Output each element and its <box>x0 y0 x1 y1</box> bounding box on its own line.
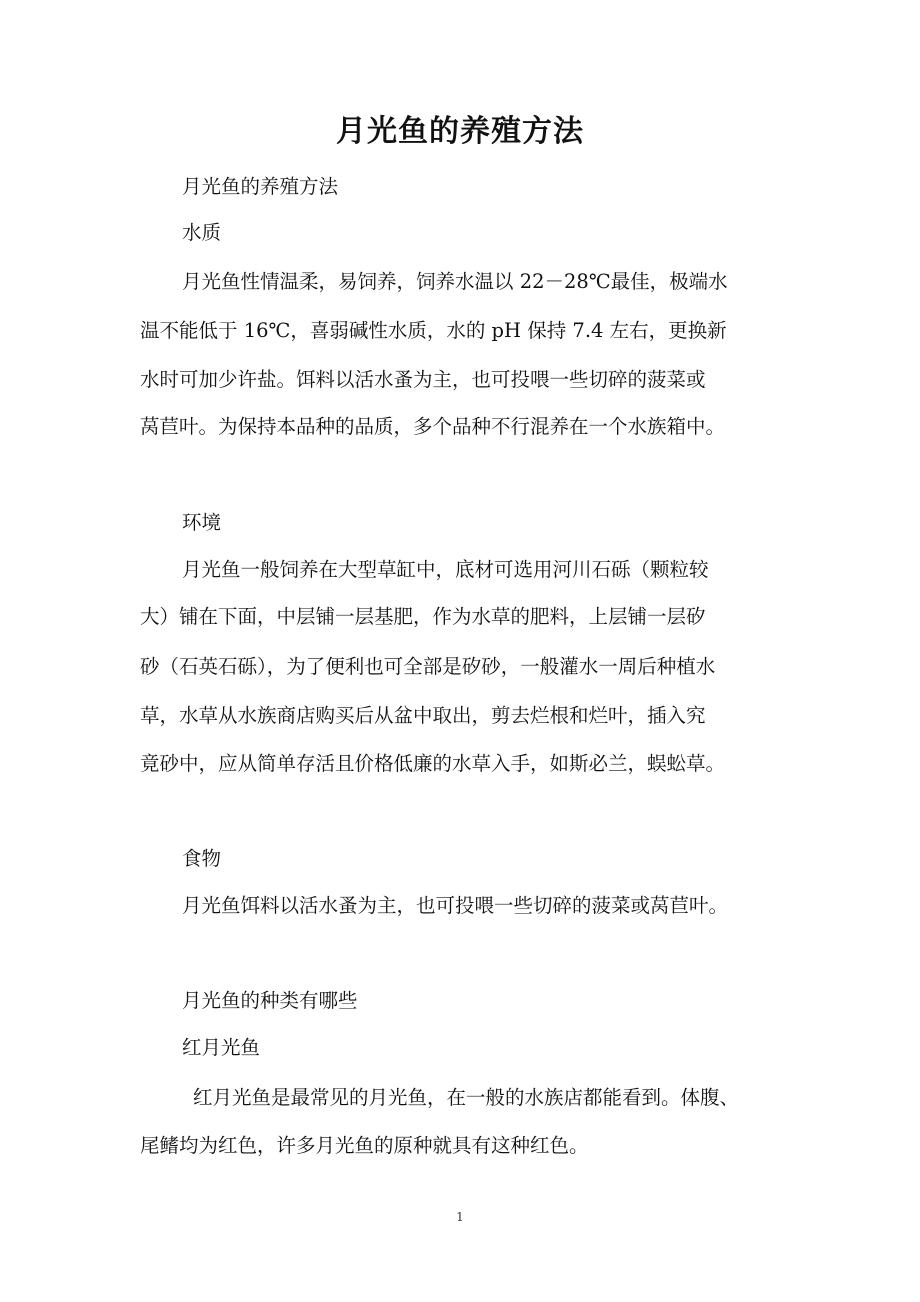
paragraph-line: 月光鱼饵料以活水蚤为主，也可投喂一些切碎的菠菜或莴苣叶。 <box>182 894 729 917</box>
paragraph-line: 温不能低于 16℃，喜弱碱性水质，水的 pH 保持 7.4 左右，更换新 <box>140 319 727 342</box>
paragraph-line: 大）铺在下面，中层铺一层基肥，作为水草的肥料，上层铺一层矽 <box>140 605 706 628</box>
paragraph-line: 水时可加少许盐。饵料以活水蚤为主，也可投喂一些切碎的菠菜或 <box>140 368 706 391</box>
paragraph-line: 红月光鱼是最常见的月光鱼，在一般的水族店都能看到。体腹、 <box>193 1086 740 1109</box>
section-heading-varieties: 月光鱼的种类有哪些 <box>182 989 358 1012</box>
paragraph-line: 草，水草从水族商店购买后从盆中取出，剪去烂根和烂叶，插入究 <box>140 704 706 727</box>
paragraph-line: 尾鳍均为红色，许多月光鱼的原种就具有这种红色。 <box>140 1134 589 1157</box>
document-title: 月光鱼的养殖方法 <box>336 114 584 149</box>
section-heading-water: 水质 <box>182 221 222 244</box>
paragraph-line: 竟砂中，应从简单存活且价格低廉的水草入手，如斯必兰，蜈蚣草。 <box>140 752 726 775</box>
subsection-heading-red-platy: 红月光鱼 <box>182 1036 261 1059</box>
paragraph-line: 莴苣叶。为保持本品种的品质，多个品种不行混养在一个水族箱中。 <box>140 415 726 438</box>
page-number: 1 <box>456 1210 464 1224</box>
paragraph-line: 月光鱼一般饲养在大型草缸中，底材可选用河川石砾（颗粒较 <box>182 558 709 581</box>
section-heading-environment: 环境 <box>182 511 222 534</box>
section-heading-food: 食物 <box>182 847 222 870</box>
subtitle-line: 月光鱼的养殖方法 <box>182 175 339 198</box>
paragraph-line: 月光鱼性情温柔，易饲养，饲养水温以 22－28℃最佳，极端水 <box>182 270 728 293</box>
paragraph-line: 砂（石英石砾），为了便利也可全部是矽砂，一般灌水一周后种植水 <box>140 655 716 678</box>
